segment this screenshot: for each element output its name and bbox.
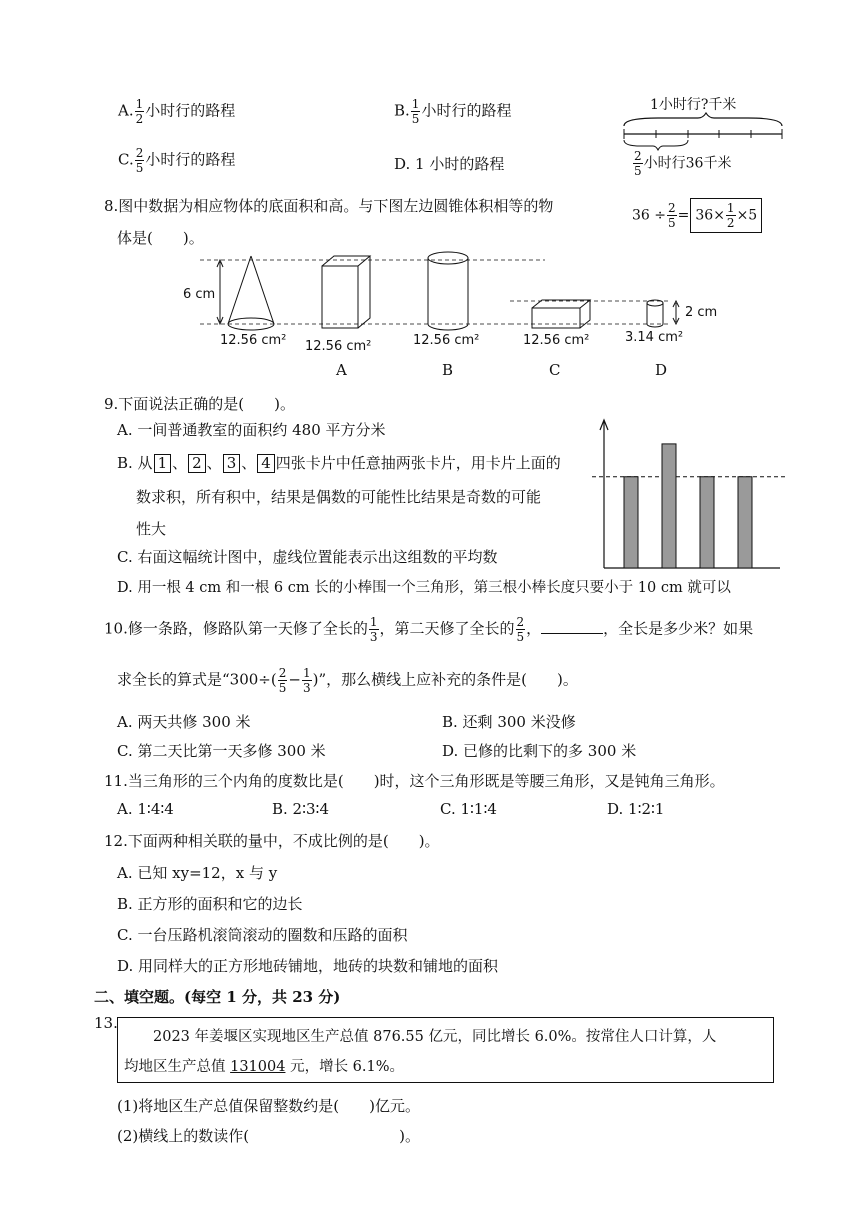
option-c-area-label: 12.56 cm² [523, 333, 590, 348]
q13-sub2: (2)横线上的数读作( )。 [117, 1127, 420, 1145]
bar-2 [662, 444, 676, 568]
bar-4 [738, 477, 752, 568]
cylinder-d-figure [647, 300, 663, 327]
cylinder-b-figure [428, 252, 468, 330]
q7-option-b: B. $\frac{1}{5}$ 小时行的路程 [394, 97, 512, 126]
q12-option-c: C. 一台压路机滚筒滚动的圈数和压路的面积 [117, 926, 408, 944]
card-2: 2 [188, 454, 206, 473]
q11-option-c: C. 1∶1∶4 [440, 800, 497, 818]
option-a-area-label: 12.56 cm² [305, 339, 372, 354]
card-1: 1 [154, 454, 172, 473]
cone-area-label: 12.56 cm² [220, 333, 287, 348]
q7-option-a: A. $\frac{1}{2}$ 小时行的路程 [118, 97, 236, 126]
q12-stem: 12.下面两种相关联的量中，不成比例的是( )。 [104, 832, 440, 850]
q10-blank [541, 633, 603, 634]
q8-stem-line2: 体是( )。 [117, 229, 204, 247]
q9-option-c: C. 右面这幅统计图中，虚线位置能表示出这组数的平均数 [117, 548, 498, 566]
underlined-number: 131004 [230, 1059, 286, 1075]
option-a-label: A [336, 361, 347, 379]
cylinder-d-height-label: 2 cm [685, 305, 718, 320]
q9-option-a: A. 一间普通教室的面积约 480 平方分米 [117, 421, 386, 439]
q7-option-d: D. 1 小时的路程 [394, 155, 505, 173]
q10-option-d: D. 已修的比剩下的多 300 米 [442, 742, 637, 760]
bar-1 [624, 477, 638, 568]
q12-option-b: B. 正方形的面积和它的边长 [117, 895, 303, 913]
q10-option-a: A. 两天共修 300 米 [117, 713, 251, 731]
option-c-label: C [549, 361, 561, 379]
cone-height-label: 6 cm [183, 287, 216, 302]
q12-option-a: A. 已知 xy=12，x 与 y [117, 864, 278, 882]
q9-option-b-line1: B. 从 1 、 2 、 3 、 4 四张卡片中任意抽两张卡片，用卡片上面的 [117, 454, 561, 472]
q11-option-b: B. 2∶3∶4 [272, 800, 329, 818]
q10-stem-line2: 求全长的算式是“300÷( $\frac{2}{5}$ − $\frac{1}{3}$ )”，那么横线上应补充的条件是( )。 [117, 666, 578, 695]
bar-3 [700, 477, 714, 568]
q11-option-a: A. 1∶4∶4 [117, 800, 174, 818]
q7-brace-diagram [618, 112, 788, 152]
q7-equation: 36 ÷ $\frac{2}{5}$ = 36× $\frac{1}{2}$ ×5 [632, 198, 763, 233]
q9-option-b-line3: 性大 [136, 520, 167, 538]
q13-passage-line2: 均地区生产总值 131004 元，增长 6.1%。 [124, 1059, 405, 1075]
q10-option-c: C. 第二天比第一天多修 300 米 [117, 742, 326, 760]
q11-option-d: D. 1∶2∶1 [607, 800, 665, 818]
q13-number: 13. [94, 1014, 118, 1032]
option-d-label: D [655, 361, 668, 379]
option-b-area-label: 12.56 cm² [413, 333, 480, 348]
cone-figure [228, 256, 274, 330]
q10-stem-line1: 10.修一条路，修路队第一天修了全长的 $\frac{1}{3}$ ，第二天修了全长的 $\frac{2}{5}$ ， ，全长是多少米？如果 [104, 615, 754, 644]
option-d-area-label: 3.14 cm² [625, 330, 684, 345]
q10-option-b: B. 还剩 300 米没修 [442, 713, 576, 731]
q13-passage-line1: 2023 年姜堰区实现地区生产总值 876.55 亿元，同比增长 6.0%。按常住人口计算，人 [153, 1029, 717, 1045]
section-2-heading: 二、填空题。(每空 1 分，共 23 分) [94, 988, 341, 1006]
option-b-label: B [442, 361, 454, 379]
q9-option-b-line2: 数求积，所有积中，结果是偶数的可能性比结果是奇数的可能 [136, 488, 542, 506]
q9-stem: 9.下面说法正确的是( )。 [104, 395, 296, 413]
q13-sub1: (1)将地区生产总值保留整数约是( )亿元。 [117, 1097, 420, 1115]
q7-option-c: C. $\frac{2}{5}$ 小时行的路程 [118, 146, 236, 175]
prism-a-figure [322, 256, 370, 328]
q9-bar-chart [588, 412, 788, 574]
q8-stem-line1: 8.图中数据为相应物体的底面积和高。与下图左边圆锥体积相等的物 [104, 197, 554, 215]
q11-stem: 11.当三角形的三个内角的度数比是( )时，这个三角形既是等腰三角形，又是钝角三角形。 [104, 772, 725, 790]
q9-option-d: D. 用一根 4 cm 和一根 6 cm 长的小棒围一个三角形，第三根小棒长度只要小于 10 cm 就可以 [117, 580, 731, 596]
q7-diagram-bottom-label: $\frac{2}{5}$ 小时行36千米 [634, 149, 732, 178]
q12-option-d: D. 用同样大的正方形地砖铺地，地砖的块数和铺地的面积 [117, 957, 499, 975]
card-3: 3 [223, 454, 241, 473]
card-4: 4 [257, 454, 275, 473]
q7-diagram-top-label: 1小时行?千米 [650, 97, 737, 113]
